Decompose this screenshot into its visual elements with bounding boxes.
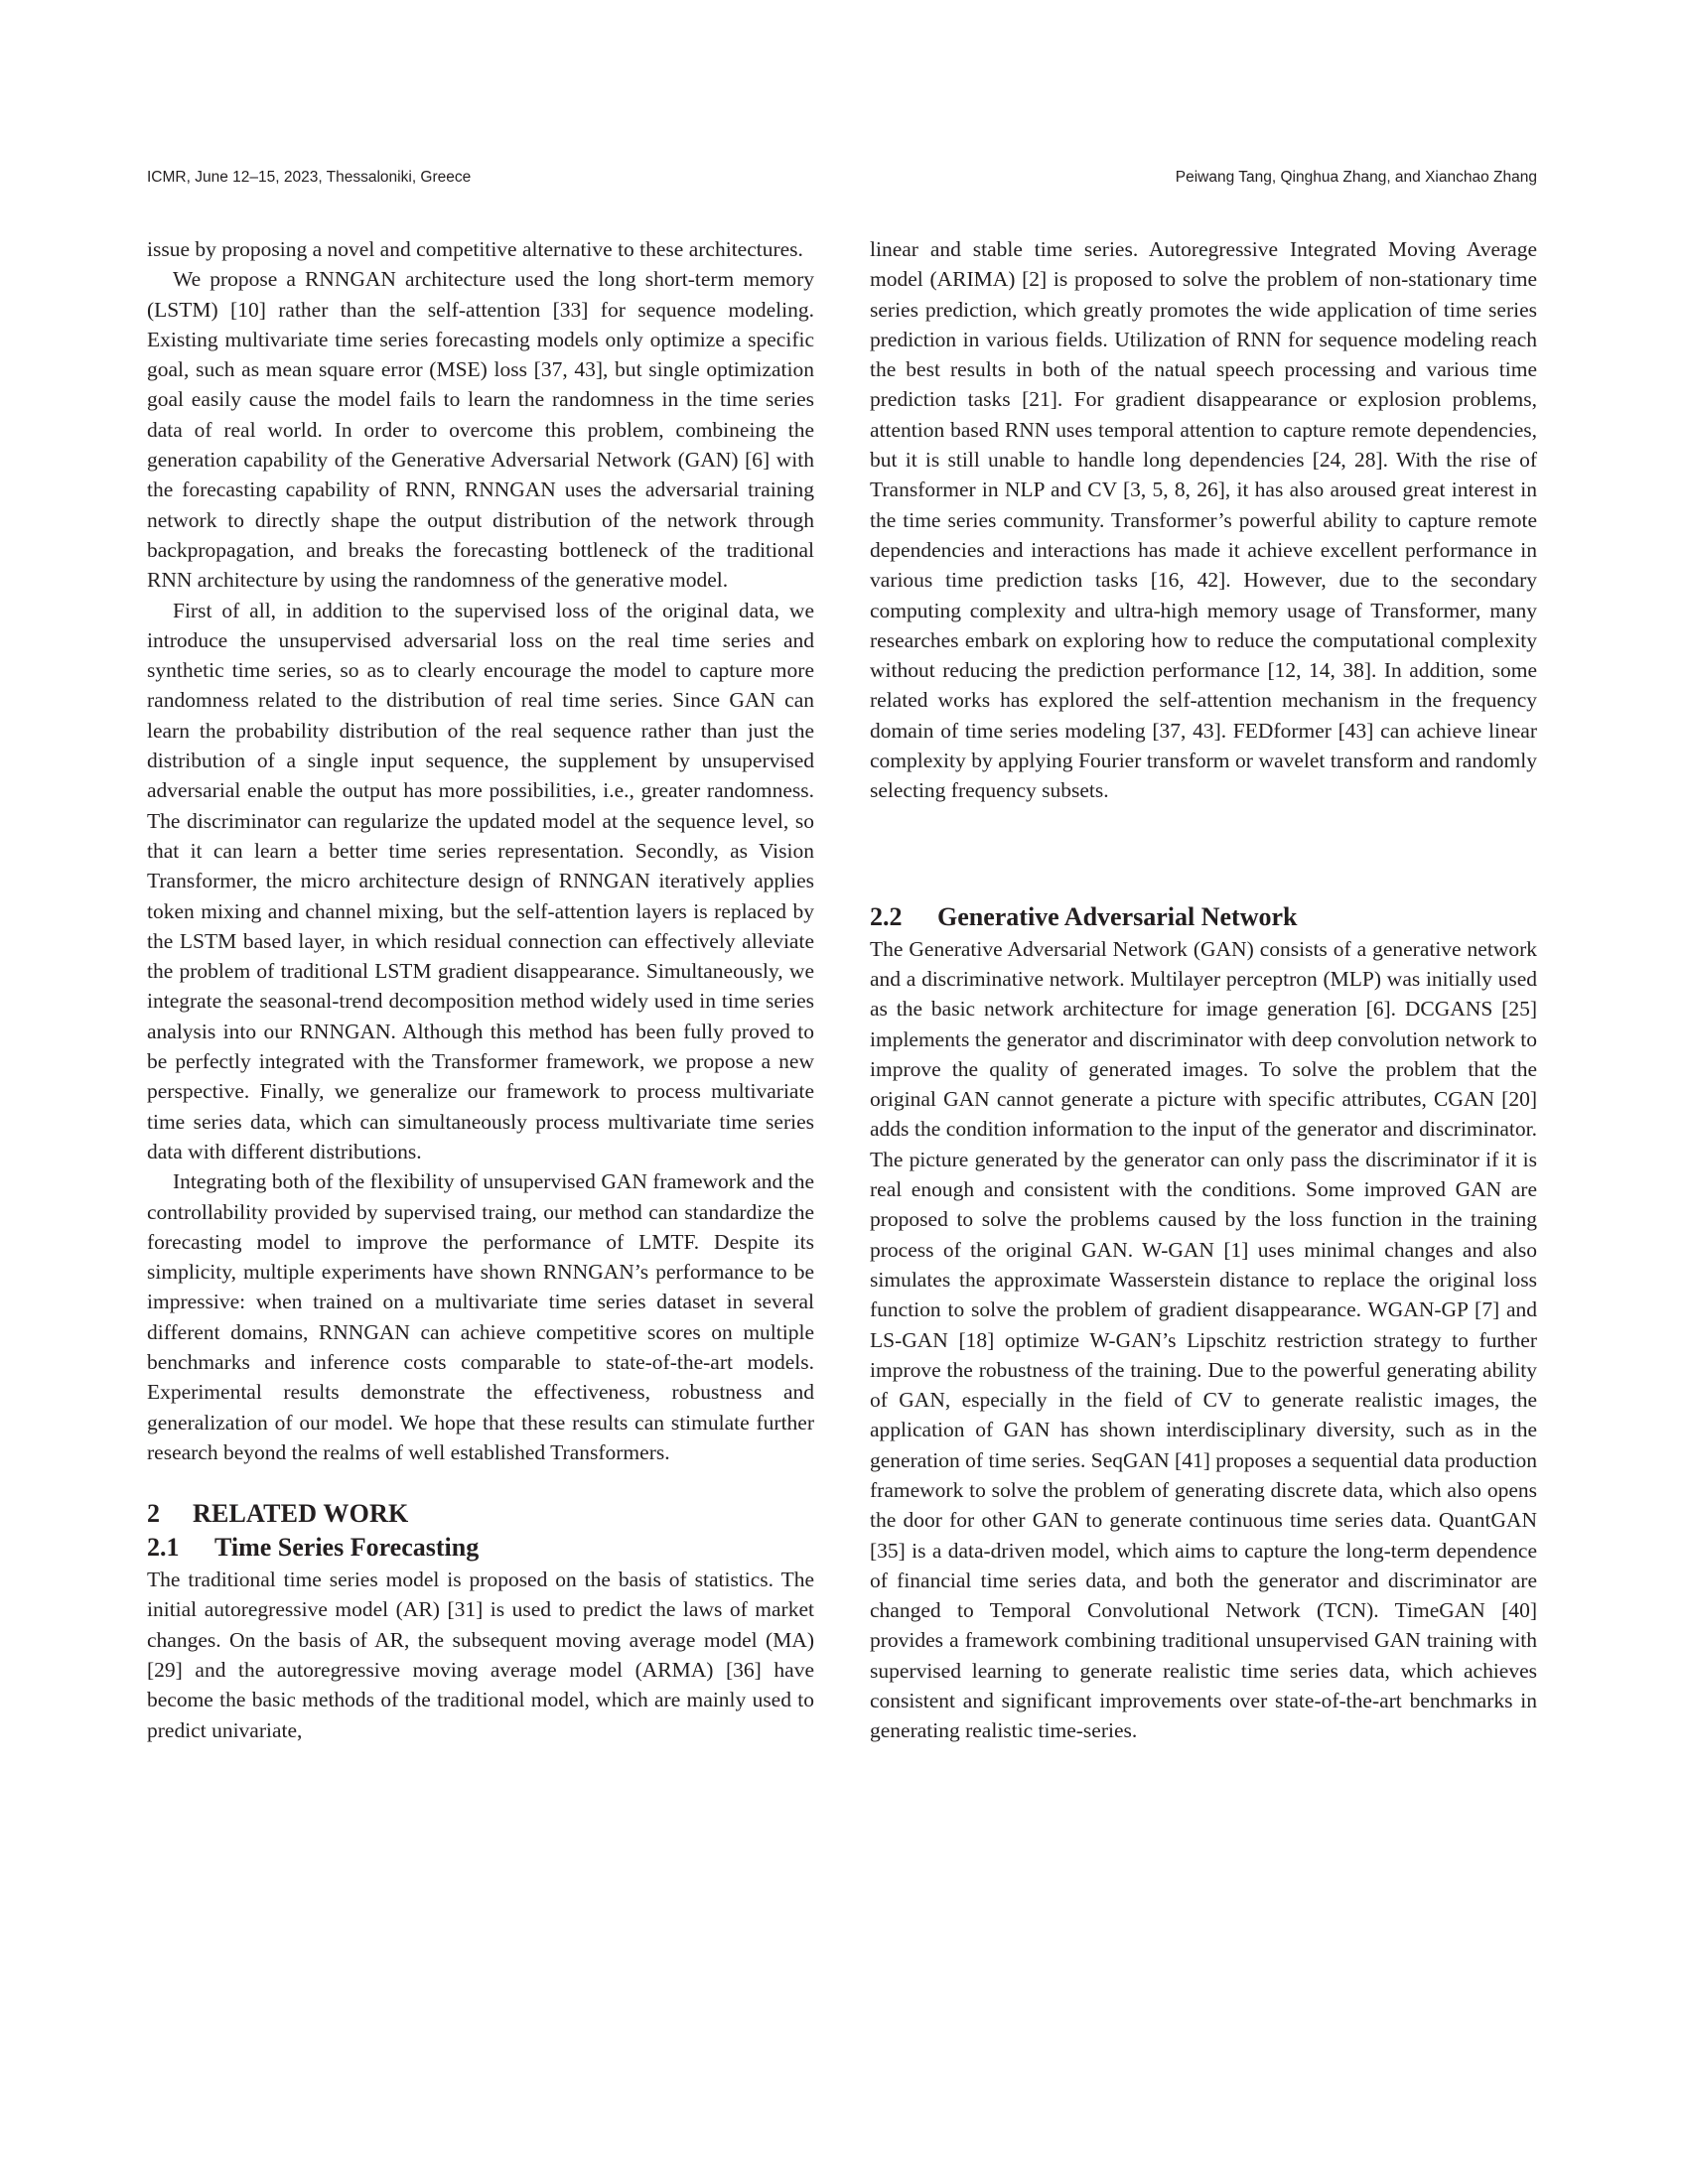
- subsection-title: Time Series Forecasting: [214, 1533, 480, 1563]
- subsection-heading: [870, 900, 1537, 934]
- paragraph: The Generative Adversarial Network (GAN) consists of a generative network and a discriminative network. Multilayer perceptron (MLP) was initially used as the basic network architecture for image generation [6]. DCGANS [25] implements the generator and discriminator with deep convolution network to improve the quality of generated images. To solve the problem that the original GAN cannot generate a picture with specific attributes, CGAN [20] adds the condition information to the input of the generator and discriminator. The picture generated by the generator can only pass the discriminator if it is real enough and consistent with the conditions. Some improved GAN are proposed to solve the problems caused by the loss function in the training process of the original GAN. W-GAN [1] uses minimal changes and also simulates the approximate Wasserstein distance to replace the original loss function to solve the problem of gradient disappearance. WGAN-GP [7] and LS-GAN [18] optimize W-GAN’s Lipschitz restriction strategy to further improve the robustness of the training. Due to the powerful generating ability of GAN, especially in the field of CV to generate realistic images, the application of GAN has shown interdisciplinary diversity, such as in the generation of time series. SeqGAN [41] proposes a sequential data production framework to solve the problem of generating discrete data, which also opens the door for other GAN to generate continuous time series data. QuantGAN [35] is a data-driven model, which aims to capture the long-term dependence of financial time series data, and both the generator and discriminator are changed to Temporal Convolutional Network (TCN). TimeGAN [40] provides a framework combining traditional unsupervised GAN training with supervised learning to generate realistic time series data, which achieves consistent and significant improvements over state-of-the-art benchmarks in generating realistic time-series.: [870, 936, 1537, 1743]
- left-column: [147, 234, 814, 1745]
- paragraph: The traditional time series model is proposed on the basis of statistics. The initial autoregressive model (AR) [31] is used to predict the laws of market changes. On the basis of AR, the subsequent moving average model (MA) [29] and the autoregressive moving average model (ARMA) [36] have become the basic methods of the traditional model, which are mainly used to predict univariate,: [147, 1568, 814, 1742]
- header-venue: ICMR, June 12–15, 2023, Thessaloniki, Greece: [147, 169, 472, 186]
- right-column: [870, 234, 1537, 1746]
- subsection-title: Generative Adversarial Network: [937, 901, 1298, 931]
- subsection-heading: [147, 1531, 814, 1565]
- running-header: [147, 169, 1537, 193]
- spacer: [870, 806, 1537, 900]
- subsection-number: 2.1: [147, 1533, 180, 1563]
- section-number: 2: [147, 1499, 161, 1529]
- section-heading: [147, 1497, 814, 1531]
- paragraph: linear and stable time series. Autoregressive Integrated Moving Average model (ARIMA) [2] is proposed to solve the problem of non-stationary time series prediction, which greatly promotes the wide application of time series prediction in various fields. Utilization of RNN for sequence modeling reach the best results in both of the natual speech processing and various time prediction tasks [21]. For gradient disappearance or explosion problems, attention based RNN uses temporal attention to capture remote dependencies, but it is still unable to handle long dependencies [24, 28]. With the rise of Transformer in NLP and CV [3, 5, 8, 26], it has also aroused great interest in the time series community. Transformer’s powerful ability to capture remote dependencies and interactions has made it achieve excellent performance in various time prediction tasks [16, 42]. However, due to the secondary computing complexity and ultra-high memory usage of Transformer, many researches embark on exploring how to reduce the computational complexity without reducing the prediction performance [12, 14, 38]. In addition, some related works has explored the self-attention mechanism in the frequency domain of time series modeling [37, 43]. FEDformer [43] can achieve linear complexity by applying Fourier transform or wavelet transform and randomly selecting frequency subsets.: [870, 237, 1537, 803]
- section-title: RELATED WORK: [193, 1499, 409, 1529]
- spacer: [147, 1467, 814, 1497]
- header-authors: Peiwang Tang, Qinghua Zhang, and Xianchao Zhang: [1175, 169, 1537, 186]
- paragraph: First of all, in addition to the supervised loss of the original data, we introduce the unsupervised adversarial loss on the real time series and synthetic time series, so as to clearly encourage the model to capture more randomness related to the distribution of real time series. Since GAN can learn the probability distribution of the real sequence rather than just the distribution of a single input sequence, the supplement by unsupervised adversarial enable the output has more possibilities, i.e., greater randomness. The discriminator can regularize the updated model at the sequence level, so that it can learn a better time series representation. Secondly, as Vision Transformer, the micro architecture design of RNNGAN iteratively applies token mixing and channel mixing, but the self-attention layers is replaced by the LSTM based layer, in which residual connection can effectively alleviate the problem of traditional LSTM gradient disappearance. Simultaneously, we integrate the seasonal-trend decomposition method widely used in time series analysis into our RNNGAN. Although this method has been fully proved to be perfectly integrated with the Transformer framework, we propose a new perspective. Finally, we generalize our framework to process multivariate time series data, which can simultaneously process multivariate time series data with different distributions.: [147, 598, 814, 1163]
- paragraph: We propose a RNNGAN architecture used the long short-term memory (LSTM) [10] rather than the self-attention [33] for sequence modeling. Existing multivariate time series forecasting models only optimize a specific goal, such as mean square error (MSE) loss [37, 43], but single optimization goal easily cause the model fails to learn the randomness in the time series data of real world. In order to overcome this problem, combineing the generation capability of the Generative Adversarial Network (GAN) [6] with the forecasting capability of RNN, RNNGAN uses the adversarial training network to directly shape the output distribution of the network through backpropagation, and breaks the forecasting bottleneck of the traditional RNN architecture by using the randomness of the generative model.: [147, 267, 814, 593]
- paragraph: issue by proposing a novel and competitive alternative to these architectures.: [147, 237, 803, 261]
- subsection-number: 2.2: [870, 901, 903, 931]
- paragraph: Integrating both of the flexibility of unsupervised GAN framework and the controllability provided by supervised traing, our method can standardize the forecasting model to improve the performance of LMTF. Despite its simplicity, multiple experiments have shown RNNGAN’s performance to be impressive: when trained on a multivariate time series dataset in several different domains, RNNGAN can achieve competitive scores on multiple benchmarks and inference costs comparable to state-of-the-art models. Experimental results demonstrate the effectiveness, robustness and generalization of our model. We hope that these results can stimulate further research beyond the realms of well established Transformers.: [147, 1169, 814, 1464]
